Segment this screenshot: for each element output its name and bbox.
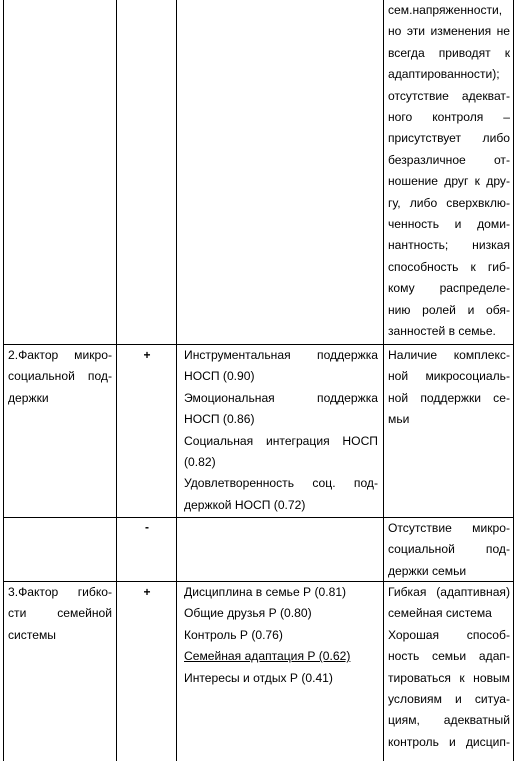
text-line: нантность; низкая [388,238,510,253]
row2-interpretation [388,345,510,431]
text-line: Общие друзья Р (0.80) [184,606,312,621]
text-line: но эти изменения не [388,24,510,39]
text-line: безразличное от- [388,152,510,167]
text-line: Инструментальная поддержка [184,348,378,362]
text-line: Социальная интеграция НОСП [184,433,378,448]
row3-interpretation [388,518,510,582]
text-line: кому распределе- [388,281,510,296]
table-border-right [513,0,514,761]
row2-factor [8,345,112,409]
row4-sign: + [143,585,151,599]
text-line: Контроль Р (0.76) [184,627,283,642]
row4-factor [8,582,112,646]
text-line: адаптированности); [388,67,500,82]
text-line: держки [8,390,49,405]
text-line-underlined: Семейная адаптация Р (0.62) [184,649,351,664]
text-line: 2.Фактор микро- [8,348,112,362]
text-line: 3.Фактор гибко- [8,585,112,599]
row1-interpretation [388,0,510,343]
text-line: ность семьи адап- [388,649,510,664]
text-line: ного контроля – [388,110,510,125]
row4-indicators [184,582,378,689]
text-line: ной поддержки се- [388,390,510,405]
text-line: системы [8,627,56,642]
text-line: присутствует либо [388,131,510,146]
column-divider-2 [176,0,177,761]
text-line: Хорошая способ- [388,627,510,642]
text-line: НОСП (0.90) [184,369,255,384]
text-line: социальной под- [388,542,510,557]
row2-indicators [184,345,378,516]
document-table [3,0,514,761]
row4-interpretation [388,582,510,753]
table-border-left [3,0,4,761]
text-line: Дисциплина в семье Р (0.81) [184,585,347,599]
text-line: Отсутствие микро- [388,521,510,535]
text-line: НОСП (0.86) [184,412,255,427]
row3-sign: - [145,520,149,534]
text-line: ченность и доми- [388,217,510,232]
text-line: сти семейной [8,606,112,621]
text-line: занностей в семье. [388,324,496,339]
text-line: Гибкая (адаптивная) [388,585,510,599]
column-divider-3 [383,0,384,761]
text-line: Удовлетворенность соц. под- [184,476,378,491]
text-line: нию ролей и обя- [388,302,510,317]
column-divider-1 [116,0,117,761]
text-line: циям, адекватный [388,713,510,728]
text-line: держки семьи [388,563,467,578]
text-line: (0.82) [184,455,216,470]
text-line: условиям и ситуа- [388,692,510,707]
text-line: ной микросоциаль- [388,369,510,384]
text-line: сем.напряженности, [388,3,503,17]
text-line: Интересы и отдых Р (0.41) [184,670,333,685]
row2-sign: + [143,348,151,362]
text-line: семейная система [388,606,492,621]
text-line: контроль и дисцип- [388,734,510,749]
text-line: держкой НОСП (0.72) [184,497,306,512]
text-line: гу, либо сверхвклю- [388,195,510,210]
text-line: всегда приводят к [388,45,510,60]
text-line: мьи [388,412,410,427]
text-line: способность к гиб- [388,259,510,274]
text-line: тироваться к новым [388,670,510,685]
text-line: Эмоциональная поддержка [184,390,378,405]
text-line: отсутствие адекват- [388,88,510,103]
text-line: ношение друг к дру- [388,174,510,189]
text-line: Наличие комплекс- [388,348,510,362]
text-line: социальной под- [8,369,112,384]
